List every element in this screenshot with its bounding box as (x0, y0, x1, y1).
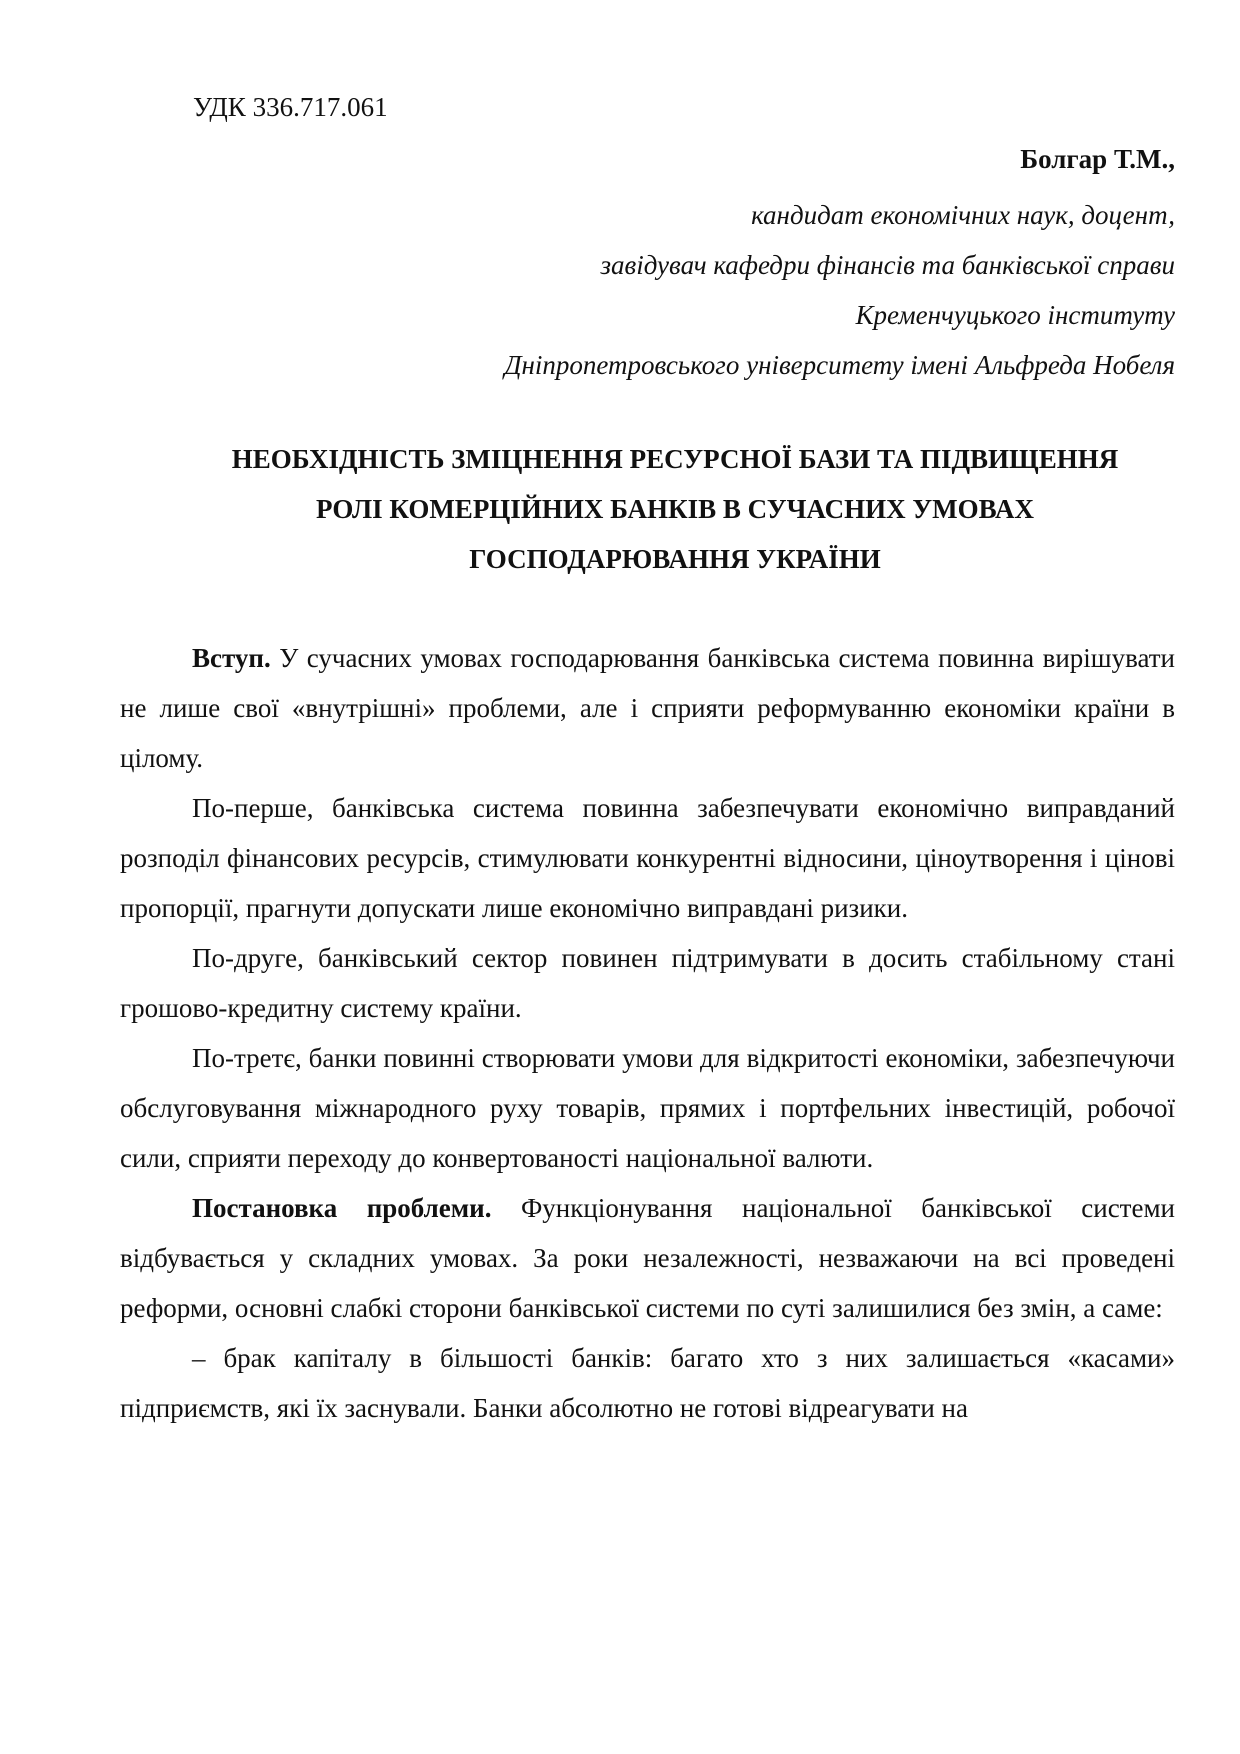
title-line: РОЛІ КОМЕРЦІЙНИХ БАНКІВ В СУЧАСНИХ УМОВАХ (316, 494, 1034, 524)
author-university: Дніпропетровського університету імені Альфреда Нобеля (504, 350, 1175, 380)
paragraph-text: Функціонування національної банківської системи відбувається у складних умовах. За роки незалежності, незважаючи на всі проведені реформи, основні слабкі сторони банківської системи по суті залишилися без змін, а саме: (120, 1193, 1175, 1323)
title-line: НЕОБХІДНІСТЬ ЗМІЦНЕННЯ РЕСУРСНОЇ БАЗИ ТА ПІДВИЩЕННЯ (231, 444, 1119, 474)
paragraph-text: По-перше, банківська система повинна забезпечувати економічно виправданий розподіл фінансових ресурсів, стимулювати конкурентні відносини, ціноутворення і цінові пропорції, прагнути допускати лише економічно виправдані ризики. (120, 793, 1175, 923)
author-position: завідувач кафедри фінансів та банківської справи (600, 250, 1175, 280)
paragraph-lead: Постановка проблеми. (192, 1193, 492, 1223)
udk-code: УДК 336.717.061 (193, 92, 388, 122)
body-text (120, 633, 1175, 1433)
paragraph-problem-statement (120, 1183, 1175, 1333)
paragraph-second-point (120, 933, 1175, 1033)
paragraph-lead: Вступ. (192, 643, 271, 673)
title-line: ГОСПОДАРЮВАННЯ УКРАЇНИ (469, 544, 881, 574)
paragraph-text: – брак капіталу в більшості банків: багато хто з них залишається «касами» підприємств, які їх заснували. Банки абсолютно не готові відреагувати на (120, 1343, 1175, 1423)
paragraph-text: По-друге, банківський сектор повинен підтримувати в досить стабільному стані грошово-кредитну систему країни. (120, 943, 1175, 1023)
author-name: Болгар Т.М., (1020, 144, 1175, 174)
paper-title (175, 434, 1175, 584)
paragraph-introduction (120, 633, 1175, 783)
author-block (504, 140, 1175, 390)
paragraph-text: По-третє, банки повинні створювати умови для відкритості економіки, забезпечуючи обслуговування міжнародного руху товарів, прямих і портфельних інвестицій, робочої сили, сприяти переходу до конвертованості національної валюти. (120, 1043, 1175, 1173)
paragraph-first-point (120, 783, 1175, 933)
paragraph-text: У сучасних умовах господарювання банківська система повинна вирішувати не лише свої «внутрішні» проблеми, але і сприяти реформуванню економіки країни в цілому. (120, 643, 1175, 773)
paragraph-third-point (120, 1033, 1175, 1183)
author-degree: кандидат економічних наук, доцент, (751, 200, 1175, 230)
author-institute: Кременчуцького інституту (855, 300, 1175, 330)
paragraph-list-item (120, 1333, 1175, 1433)
